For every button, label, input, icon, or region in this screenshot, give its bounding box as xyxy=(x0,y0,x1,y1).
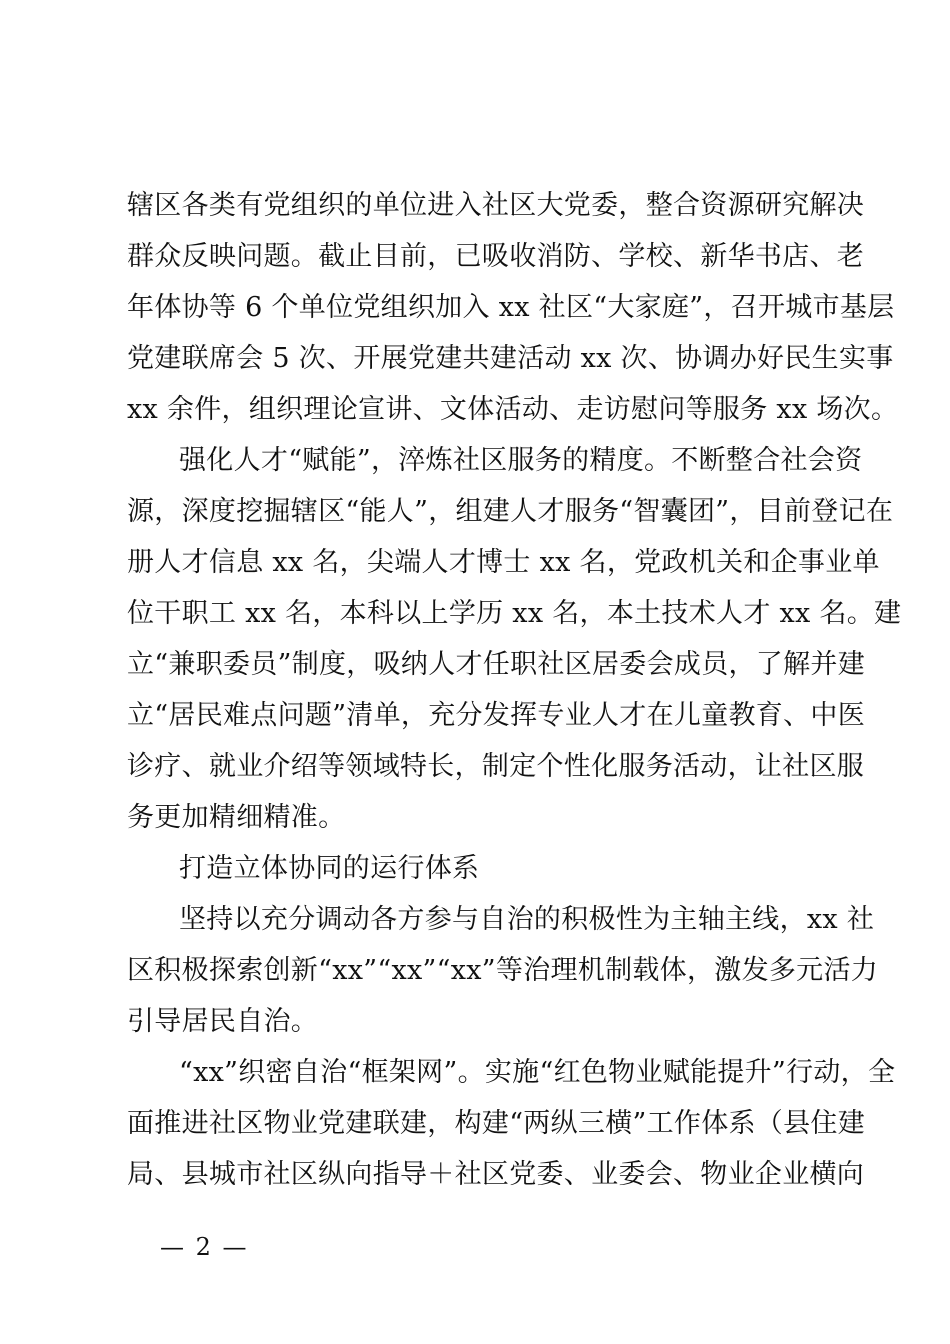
page-number: — 2 — xyxy=(160,1233,249,1261)
text-line: 立“兼职委员”制度，吸纳人才任职社区居委会成员，了解并建 xyxy=(127,649,866,680)
text-line: 源，深度挖掘辖区“能人”，组建人才服务“智囊团”，目前登记在 xyxy=(127,496,894,527)
text-line: 面推进社区物业党建联建，构建“两纵三横”工作体系（县住建 xyxy=(127,1108,866,1139)
text-line: 区积极探索创新“xx”“xx”“xx”等治理机制载体，激发多元活力 xyxy=(127,955,879,986)
text-line: 群众反映问题。截止目前，已吸收消防、学校、新华书店、老 xyxy=(127,241,865,272)
text-line: 局、县城市社区纵向指导＋社区党委、业委会、物业企业横向 xyxy=(127,1159,865,1190)
text-line: 坚持以充分调动各方参与自治的积极性为主轴主线，xx 社 xyxy=(179,904,875,935)
text-line: 诊疗、就业介绍等领域特长，制定个性化服务活动，让社区服 xyxy=(127,751,865,782)
text-line: xx 余件，组织理论宣讲、文体活动、走访慰问等服务 xx 场次。 xyxy=(127,394,899,425)
text-line: 辖区各类有党组织的单位进入社区大党委，整合资源研究解决 xyxy=(127,190,865,221)
text-line: 打造立体协同的运行体系 xyxy=(179,853,480,884)
text-line: “xx”织密自治“框架网”。实施“红色物业赋能提升”行动，全 xyxy=(179,1057,896,1088)
text-line: 位干职工 xx 名，本科以上学历 xx 名，本土技术人才 xx 名。建 xyxy=(127,598,902,629)
text-line: 引导居民自治。 xyxy=(127,1006,319,1037)
text-line: 年体协等 6 个单位党组织加入 xx 社区“大家庭”，召开城市基层 xyxy=(127,292,895,323)
text-line: 册人才信息 xx 名，尖端人才博士 xx 名，党政机关和企事业单 xyxy=(127,547,880,578)
text-line: 立“居民难点问题”清单，充分发挥专业人才在儿童教育、中医 xyxy=(127,700,866,731)
text-line: 务更加精细精准。 xyxy=(127,802,346,833)
text-line: 党建联席会 5 次、开展党建共建活动 xx 次、协调办好民生实事 xyxy=(127,343,894,374)
text-line: 强化人才“赋能”，淬炼社区服务的精度。不断整合社会资 xyxy=(179,445,863,476)
document-body xyxy=(127,180,902,1200)
